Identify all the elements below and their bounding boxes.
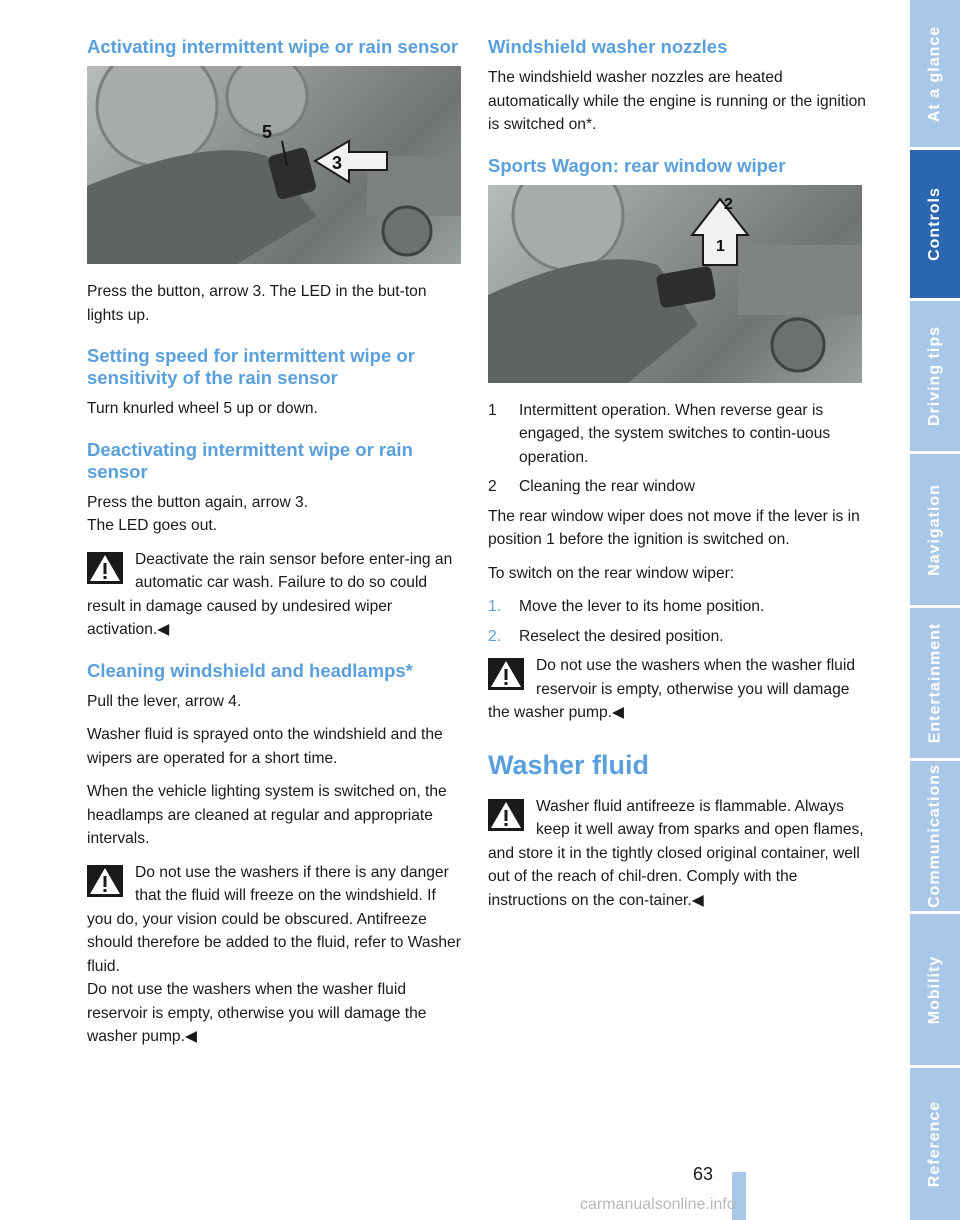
warning-icon	[488, 658, 524, 690]
photo-label-1: 1	[716, 237, 725, 255]
step-item	[488, 595, 866, 619]
step-number: 2.	[488, 627, 502, 645]
warning-rain-sensor	[87, 548, 465, 642]
warning-icon	[87, 865, 123, 897]
para-headlamps: When the vehicle lighting system is switched on, the headlamps are cleaned at regular and appropriate intervals.	[87, 783, 447, 847]
step-text: Reselect the desired position.	[519, 627, 724, 645]
warning-text-2: Do not use the washers when the washer fluid reservoir is empty, otherwise you will damage the washer pump.◀	[87, 981, 427, 1045]
para-to-switch-on: To switch on the rear window wiper:	[488, 564, 735, 582]
tab-controls[interactable]	[910, 150, 960, 298]
tab-navigation[interactable]	[910, 454, 960, 605]
tab-label: Entertainment	[926, 622, 944, 744]
wiper-lever-illustration	[87, 66, 461, 264]
step-number: 1.	[488, 598, 502, 615]
para-press-again: Press the button again, arrow 3.	[87, 493, 309, 511]
heading-deactivating: Deactivating intermittent wipe or rain sensor	[87, 438, 413, 482]
chapter-sidebar	[910, 0, 960, 1220]
para-rear-wiper-not-move: The rear window wiper does not move if the lever is in position 1 before the ignition is switched on.	[488, 507, 860, 548]
tab-label: At a glance	[926, 25, 944, 122]
photo-rear-wiper-lever	[488, 185, 862, 383]
photo-label-5: 5	[262, 122, 273, 142]
tab-mobility[interactable]	[910, 914, 960, 1065]
left-column	[87, 36, 465, 1059]
tab-label: Driving tips	[926, 325, 944, 427]
warning-reservoir-empty	[488, 654, 866, 725]
heading-setting-speed: Setting speed for intermittent wipe or sensitivity of the rain sensor	[87, 345, 415, 388]
warning-icon	[488, 799, 524, 831]
photo-label-2: 2	[724, 195, 733, 213]
tab-label: Mobility	[926, 955, 943, 1024]
photo-label-3: 3	[332, 153, 343, 173]
heading-cleaning: Cleaning windshield and headlamps*	[87, 659, 413, 681]
heading-activating-wipe: Activating intermittent wipe or rain sensor	[87, 36, 459, 57]
para-led-out: The LED goes out.	[87, 517, 218, 534]
tab-reference[interactable]	[910, 1068, 960, 1220]
photo-wiper-lever	[87, 66, 461, 264]
step-item	[488, 625, 866, 649]
list-number: 1	[488, 401, 497, 419]
para-pull-lever: Pull the lever, arrow 4.	[87, 692, 242, 710]
tab-at-a-glance[interactable]	[910, 0, 960, 147]
page-number: 63	[693, 1164, 714, 1184]
warning-text: Do not use the washers when the washer fluid reservoir is empty, otherwise you will damage the washer pump.◀	[488, 657, 855, 721]
tab-label: Communications	[926, 764, 944, 908]
warning-flammable	[488, 795, 866, 913]
para-press-button: Press the button, arrow 3. The LED in the but-ton lights up.	[87, 283, 427, 324]
tab-label: Reference	[926, 1100, 943, 1188]
warning-text: Washer fluid antifreeze is flammable. Always keep it well away from sparks and open flames, and store it in the tightly closed original container, well out of the reach of chil-dren. Comply with the instructions on the con-tainer.◀	[488, 797, 864, 909]
tab-label: Navigation	[926, 483, 944, 576]
para-washer-sprayed: Washer fluid is sprayed onto the windshield and the wipers are operated for a short time.	[87, 726, 443, 767]
right-column	[488, 36, 866, 922]
warning-freeze	[87, 861, 465, 1049]
heading-washer-nozzles: Windshield washer nozzles	[488, 36, 728, 57]
warning-text: Deactivate the rain sensor before enter-ing an automatic car wash. Failure to do so could result in damage caused by undesired wiper activation.◀	[87, 550, 453, 638]
list-item	[488, 399, 866, 470]
list-number: 2	[488, 478, 497, 495]
step-text: Move the lever to its home position.	[519, 598, 765, 615]
warning-text: Do not use the washers if there is any danger that the fluid will freeze on the windshield. If you do, your vision could be obscured. Antifreeze should therefore be added to the fluid, refer to Washer fluid.	[87, 863, 461, 975]
list-item	[488, 475, 866, 499]
list-text: Intermittent operation. When reverse gear is engaged, the system switches to contin-uous operation.	[519, 401, 831, 466]
watermark: carmanualsonline.info	[580, 1196, 736, 1213]
warning-icon	[87, 552, 123, 584]
heading-rear-wiper: Sports Wagon: rear window wiper	[488, 154, 786, 176]
tab-driving-tips[interactable]	[910, 301, 960, 451]
list-text: Cleaning the rear window	[519, 478, 695, 495]
rear-wiper-illustration	[488, 185, 862, 383]
para-turn-wheel: Turn knurled wheel 5 up or down.	[87, 400, 318, 417]
para-nozzles-heated: The windshield washer nozzles are heated automatically while the engine is running or the ignition is switched on*.	[488, 69, 866, 133]
tab-communications[interactable]	[910, 761, 960, 911]
tab-label: Controls	[926, 187, 943, 261]
tab-entertainment[interactable]	[910, 608, 960, 758]
heading-washer-fluid: Washer fluid	[488, 749, 650, 780]
